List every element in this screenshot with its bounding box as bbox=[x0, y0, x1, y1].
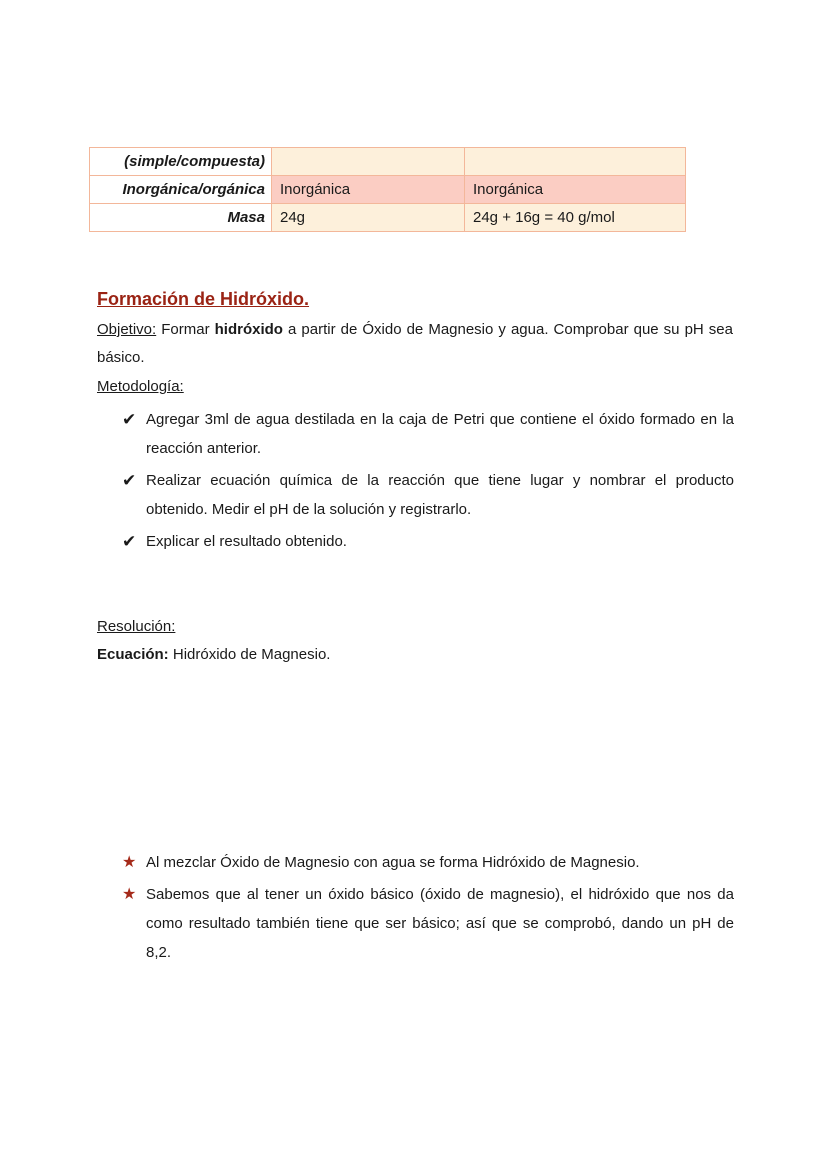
section-title: Formación de Hidróxido. bbox=[97, 289, 310, 309]
methodology-label: Metodología: bbox=[97, 378, 184, 395]
star-icon: ★ bbox=[122, 854, 137, 871]
cell-value: 24g + 16g = 40 g/mol bbox=[465, 204, 686, 232]
list-item bbox=[122, 527, 734, 556]
cell-value: Inorgánica bbox=[465, 176, 686, 204]
check-mark-icon: ✔ bbox=[122, 410, 137, 429]
objective-bold: hidróxido bbox=[214, 321, 283, 338]
list-item-text: Explicar el resultado obtenido. bbox=[146, 533, 347, 550]
equation-label: Ecuación: bbox=[97, 646, 169, 663]
cell-value: Inorgánica bbox=[272, 176, 465, 204]
resolution-label-line bbox=[97, 613, 733, 641]
star-icon: ★ bbox=[122, 886, 137, 903]
list-item bbox=[122, 405, 734, 463]
objective-text-after: a partir de Óxido de Magnesio y agua. Comprobar que su pH sea básico. bbox=[97, 321, 733, 366]
cell-value: 24g bbox=[272, 204, 465, 232]
equation-line bbox=[97, 641, 733, 669]
check-mark-icon: ✔ bbox=[122, 532, 137, 551]
list-item-text: Realizar ecuación química de la reacción que tiene lugar y nombrar el producto obtenido. Medir el pH de la solución y registrarlo. bbox=[146, 472, 734, 518]
row-label: Masa bbox=[90, 204, 272, 232]
properties-table bbox=[89, 147, 686, 232]
list-item-text: Al mezclar Óxido de Magnesio con agua se forma Hidróxido de Magnesio. bbox=[146, 854, 640, 871]
list-item bbox=[122, 880, 734, 967]
row-label: (simple/compuesta) bbox=[90, 148, 272, 176]
table-row bbox=[90, 176, 686, 204]
conclusions-list bbox=[122, 848, 734, 970]
cell-value bbox=[465, 148, 686, 176]
row-label: Inorgánica/orgánica bbox=[90, 176, 272, 204]
list-item-text: Sabemos que al tener un óxido básico (óxido de magnesio), el hidróxido que nos da como resultado también tiene que ser básico; así que se comprobó, dando un pH de 8,2. bbox=[146, 886, 734, 961]
table-row bbox=[90, 204, 686, 232]
check-mark-icon: ✔ bbox=[122, 471, 137, 490]
methodology-list bbox=[122, 405, 734, 559]
equation-text: Hidróxido de Magnesio. bbox=[172, 646, 331, 663]
objective-paragraph bbox=[97, 316, 733, 372]
objective-label: Objetivo: bbox=[97, 321, 157, 338]
list-item bbox=[122, 466, 734, 524]
methodology-label-line bbox=[97, 373, 733, 401]
resolution-label: Resolución: bbox=[97, 618, 176, 635]
list-item-text: Agregar 3ml de agua destilada en la caja de Petri que contiene el óxido formado en la reacción anterior. bbox=[146, 411, 734, 457]
table-row bbox=[90, 148, 686, 176]
objective-text-before: Formar bbox=[161, 321, 210, 338]
cell-value bbox=[272, 148, 465, 176]
list-item bbox=[122, 848, 734, 877]
